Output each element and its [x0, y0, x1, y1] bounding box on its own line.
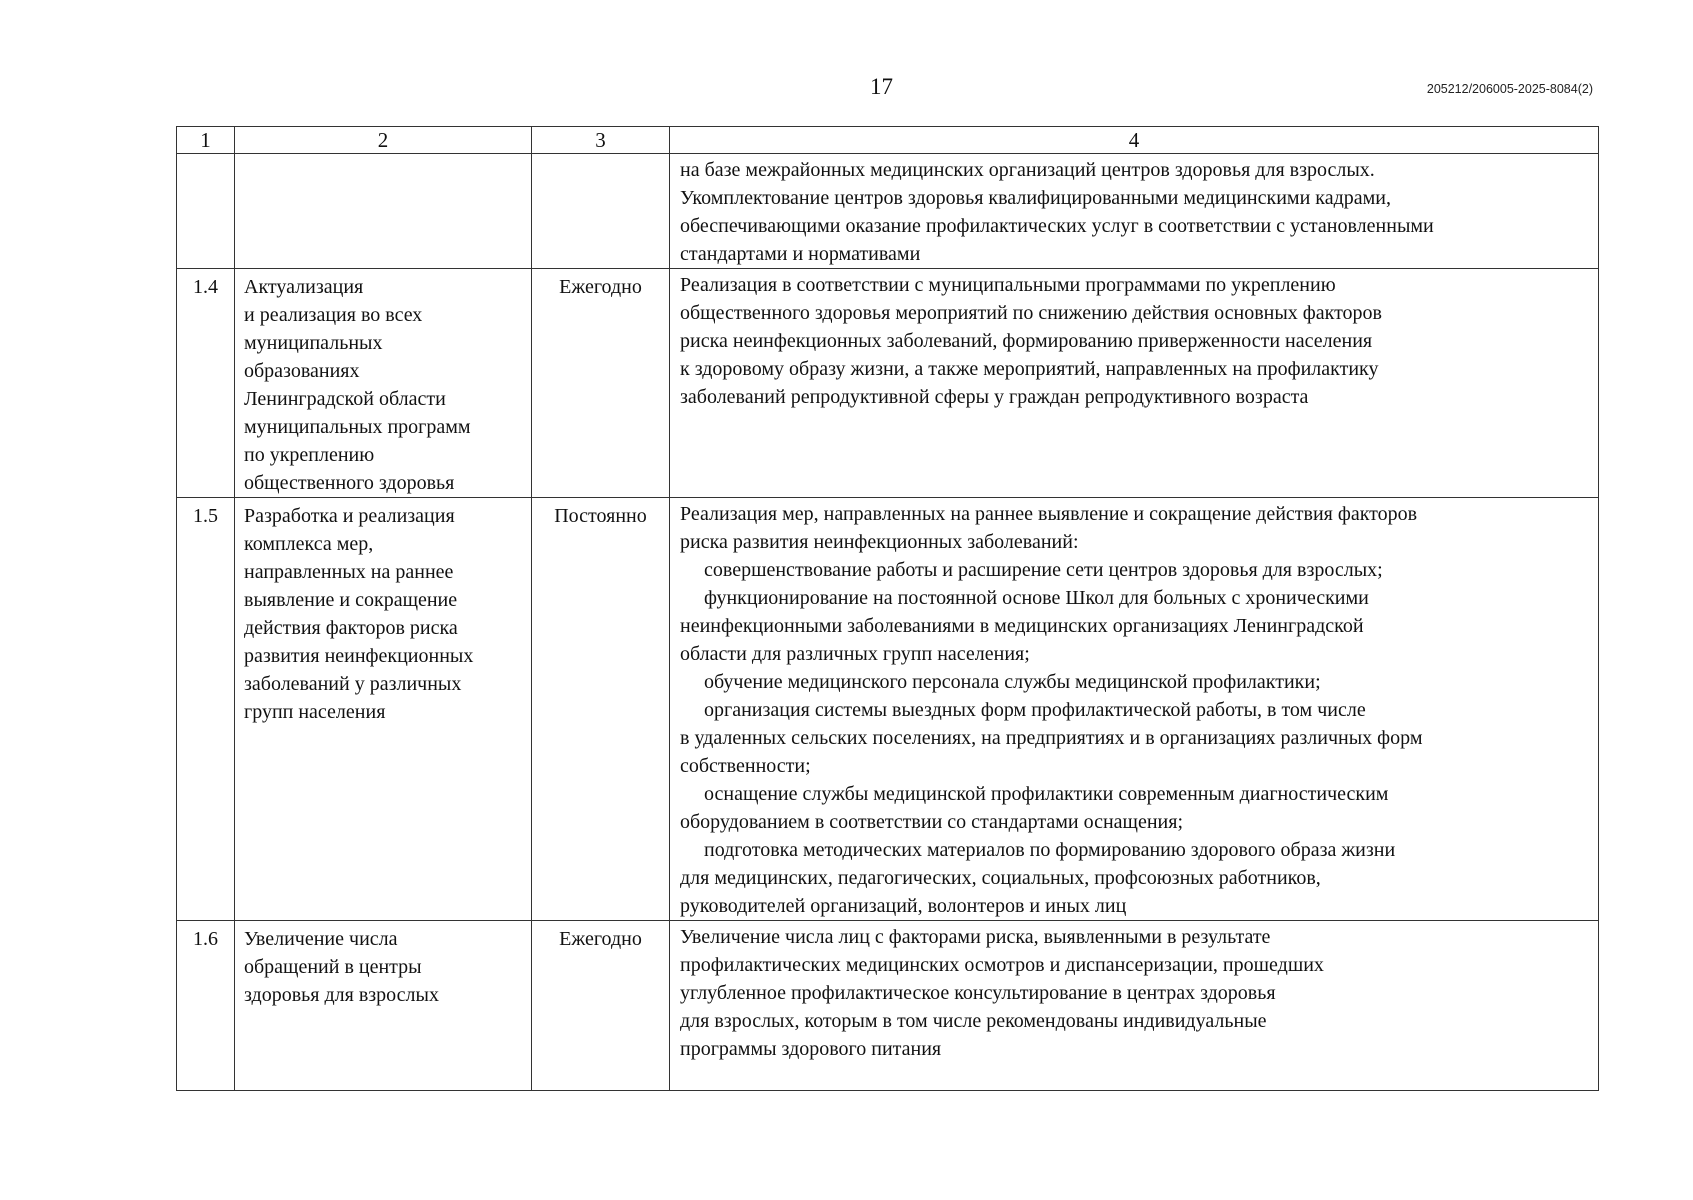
description-line: углубленное профилактическое консультирование в центрах здоровья — [680, 982, 1276, 1004]
description-line: профилактических медицинских осмотров и диспансеризации, прошедших — [680, 954, 1324, 976]
activity-line: Актуализация — [244, 276, 364, 298]
description-line: на базе межрайонных медицинских организаций центров здоровья для взрослых. — [680, 159, 1375, 181]
page-number: 17 — [870, 74, 893, 99]
document-id: 205212/206005-2025-8084(2) — [1426, 82, 1593, 96]
description-line: совершенствование работы и расширение сети центров здоровья для взрослых; — [704, 559, 1383, 581]
description-line: для медицинских, педагогических, социальных, профсоюзных работников, — [680, 867, 1321, 889]
activity-line: направленных на раннее — [244, 561, 454, 583]
activity-line: групп населения — [244, 701, 386, 723]
period-cell — [532, 154, 670, 269]
description-line: Увеличение числа лиц с факторами риска, выявленными в результате — [680, 926, 1271, 948]
description-line: неинфекционными заболеваниями в медицинских организациях Ленинградской — [680, 615, 1364, 637]
activity-line: комплекса мер, — [244, 533, 374, 555]
activity-line: Увеличение числа — [244, 928, 398, 950]
table-row — [177, 921, 1599, 1091]
description-line: Реализация в соответствии с муниципальными программами по укреплению — [680, 274, 1336, 296]
row-number-cell: 1.6 — [177, 921, 235, 1091]
activity-line: обращений в центры — [244, 956, 422, 978]
activity-line: заболеваний у различных — [244, 673, 462, 695]
activity-cell — [235, 498, 532, 921]
description-line: риска развития неинфекционных заболеваний: — [680, 531, 1079, 553]
activity-line: образованиях — [244, 360, 360, 382]
activity-line: развития неинфекционных — [244, 645, 474, 667]
activity-line: общественного здоровья — [244, 472, 455, 494]
activity-line: действия факторов риска — [244, 617, 458, 639]
period-cell: Ежегодно — [532, 269, 670, 498]
table-row — [177, 269, 1599, 498]
description-line: оборудованием в соответствии со стандартами оснащения; — [680, 811, 1183, 833]
description-line: организация системы выездных форм профилактической работы, в том числе — [704, 699, 1366, 721]
description-line: собственности; — [680, 755, 811, 777]
description-cell — [670, 269, 1599, 498]
row-number-cell: 1.4 — [177, 269, 235, 498]
description-line: обучение медицинского персонала службы медицинской профилактики; — [704, 671, 1321, 693]
description-line: Укомплектование центров здоровья квалифицированными медицинскими кадрами, — [680, 187, 1391, 209]
activity-line: здоровья для взрослых — [244, 984, 439, 1006]
activity-line: и реализация во всех — [244, 304, 423, 326]
description-cell — [670, 921, 1599, 1091]
activity-cell — [235, 921, 532, 1091]
description-line: Реализация мер, направленных на раннее выявление и сокращение действия факторов — [680, 503, 1418, 525]
activity-line: Ленинградской области — [244, 388, 446, 410]
description-line: функционирование на постоянной основе Школ для больных с хроническими — [704, 587, 1369, 609]
description-line: риска неинфекционных заболеваний, формированию приверженности населения — [680, 330, 1373, 352]
description-line: обеспечивающими оказание профилактических услуг в соответствии с установленными — [680, 215, 1434, 237]
description-line: заболеваний репродуктивной сферы у граждан репродуктивного возраста — [680, 386, 1309, 408]
description-line: для взрослых, которым в том числе рекомендованы индивидуальные — [680, 1010, 1267, 1032]
activity-line: муниципальных — [244, 332, 383, 354]
description-line: руководителей организаций, волонтеров и иных лиц — [680, 895, 1127, 917]
description-line: стандартами и нормативами — [680, 243, 921, 265]
activity-line: выявление и сокращение — [244, 589, 458, 611]
column-header-4: 4 — [670, 127, 1599, 154]
column-header-3: 3 — [532, 127, 670, 154]
period-cell: Ежегодно — [532, 921, 670, 1091]
row-number-cell: 1.5 — [177, 498, 235, 921]
column-header-1: 1 — [177, 127, 235, 154]
description-line: к здоровому образу жизни, а также мероприятий, направленных на профилактику — [680, 358, 1379, 380]
description-line: общественного здоровья мероприятий по снижению действия основных факторов — [680, 302, 1383, 324]
table-row — [177, 498, 1599, 921]
table-header-row — [177, 127, 1599, 154]
measures-table — [176, 126, 1599, 1091]
description-line: программы здорового питания — [680, 1038, 942, 1060]
activity-line: по укреплению — [244, 444, 375, 466]
description-line: в удаленных сельских поселениях, на предприятиях и в организациях различных форм — [680, 727, 1423, 749]
table-row-continuation — [177, 154, 1599, 269]
description-line: оснащение службы медицинской профилактики современным диагностическим — [704, 783, 1389, 805]
column-header-2: 2 — [235, 127, 532, 154]
description-cell — [670, 498, 1599, 921]
description-cell — [670, 154, 1599, 269]
activity-cell — [235, 269, 532, 498]
period-cell: Постоянно — [532, 498, 670, 921]
description-line: подготовка методических материалов по формированию здорового образа жизни — [704, 839, 1396, 861]
activity-line: Разработка и реализация — [244, 505, 455, 527]
description-line: области для различных групп населения; — [680, 643, 1030, 665]
row-number-cell — [177, 154, 235, 269]
activity-cell — [235, 154, 532, 269]
activity-line: муниципальных программ — [244, 416, 471, 438]
